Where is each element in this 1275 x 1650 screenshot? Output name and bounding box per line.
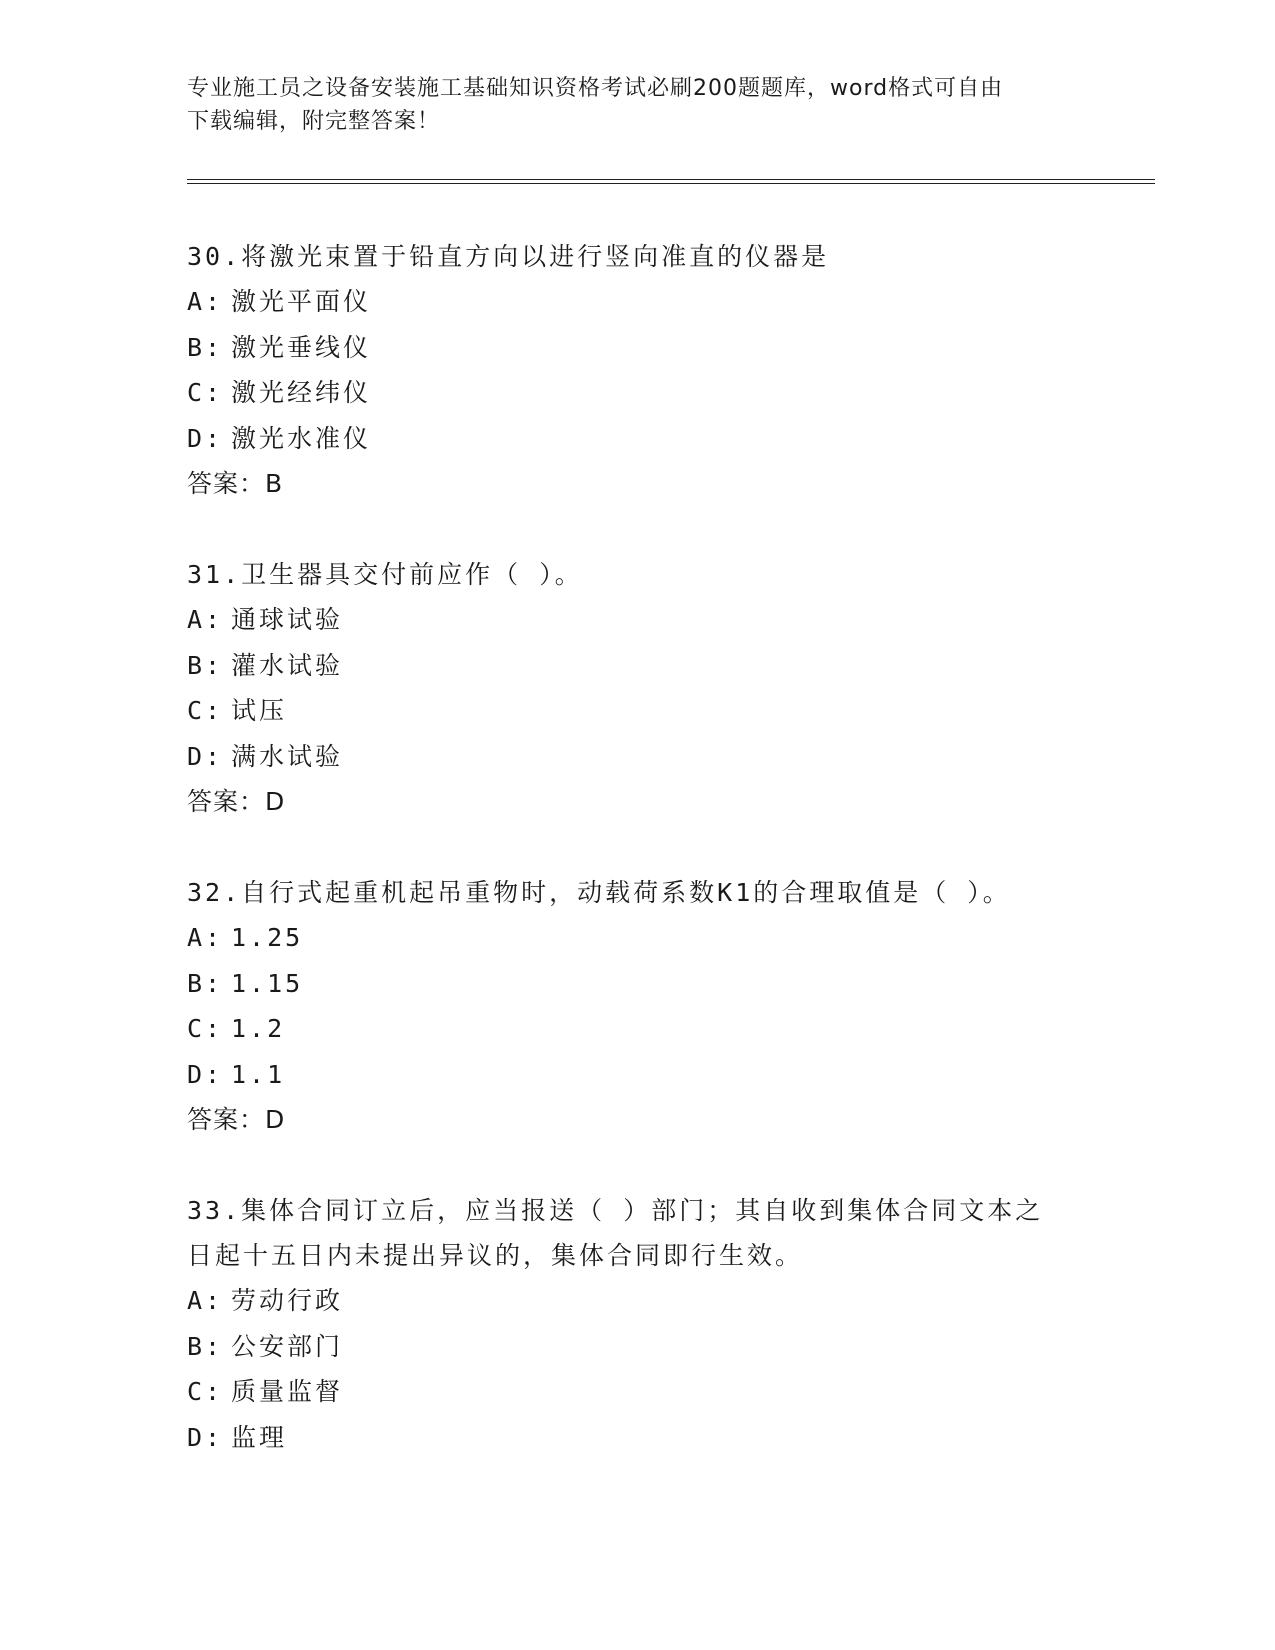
option-key: B: — [187, 1331, 224, 1361]
option-text: 公安部门 — [231, 1331, 344, 1361]
answer-line: 答案：D — [187, 1105, 286, 1134]
question-32 — [187, 870, 1087, 1142]
option-key: C: — [187, 378, 224, 407]
header-title-line-2: 下载编辑，附完整答案！ — [187, 109, 441, 134]
option-text: 试压 — [231, 696, 288, 725]
header-divider-top — [187, 179, 1155, 180]
option-key: D: — [187, 741, 224, 771]
option-a — [187, 279, 1087, 325]
option-key: A: — [187, 287, 224, 316]
option-text: 激光平面仪 — [231, 287, 372, 316]
option-d — [187, 416, 1087, 462]
option-text: 1.2 — [231, 1014, 286, 1043]
question-list — [187, 234, 1087, 1506]
option-key: C: — [187, 1377, 224, 1406]
option-key: B: — [187, 650, 224, 680]
option-b — [187, 325, 1087, 371]
option-key: B: — [187, 332, 224, 362]
option-key: A: — [187, 605, 224, 634]
header-divider-bottom — [187, 183, 1155, 184]
option-key: D: — [187, 1422, 224, 1452]
option-c — [187, 370, 1087, 416]
option-text: 1.1 — [231, 1059, 286, 1089]
option-d — [187, 1415, 1087, 1461]
option-a — [187, 915, 1087, 961]
option-c — [187, 1006, 1087, 1052]
header-title-line-1: 专业施工员之设备安装施工基础知识资格考试必刷200题题库，word格式可自由 — [187, 76, 1004, 101]
option-d — [187, 734, 1087, 780]
document-header — [187, 72, 1067, 138]
option-text: 劳动行政 — [231, 1286, 344, 1315]
option-key: C: — [187, 1014, 224, 1043]
option-b — [187, 961, 1087, 1007]
question-stem: 32.自行式起重机起吊重物时，动载荷系数K1的合理取值是（ ）。 — [187, 878, 1011, 907]
question-33 — [187, 1188, 1087, 1460]
option-key: C: — [187, 696, 224, 725]
option-text: 监理 — [231, 1422, 288, 1452]
option-c — [187, 1369, 1087, 1415]
question-stem: 30.将激光束置于铅直方向以进行竖向准直的仪器是 — [187, 242, 830, 271]
question-31 — [187, 552, 1087, 824]
option-text: 激光垂线仪 — [231, 332, 372, 362]
option-b — [187, 1324, 1087, 1370]
option-key: D: — [187, 423, 224, 453]
option-text: 灌水试验 — [231, 650, 344, 680]
option-a — [187, 1278, 1087, 1324]
option-text: 1.25 — [231, 923, 304, 952]
question-stem-line-2: 日起十五日内未提出异议的，集体合同即行生效。 — [187, 1241, 804, 1270]
answer-line: 答案：B — [187, 469, 284, 498]
option-text: 质量监督 — [231, 1377, 344, 1406]
option-text: 激光水准仪 — [231, 423, 372, 453]
option-text: 激光经纬仪 — [231, 378, 372, 407]
option-b — [187, 643, 1087, 689]
option-text: 1.15 — [231, 968, 304, 998]
question-stem: 31.卫生器具交付前应作（ ）。 — [187, 560, 583, 589]
option-key: D: — [187, 1059, 224, 1089]
option-key: A: — [187, 1286, 224, 1315]
option-a — [187, 597, 1087, 643]
question-stem-line-1: 33.集体合同订立后，应当报送（ ）部门；其自收到集体合同文本之 — [187, 1196, 1044, 1225]
option-key: B: — [187, 968, 224, 998]
option-text: 满水试验 — [231, 741, 344, 771]
option-text: 通球试验 — [231, 605, 344, 634]
answer-line: 答案：D — [187, 787, 286, 816]
option-key: A: — [187, 923, 224, 952]
question-30 — [187, 234, 1087, 506]
option-c — [187, 688, 1087, 734]
option-d — [187, 1052, 1087, 1098]
